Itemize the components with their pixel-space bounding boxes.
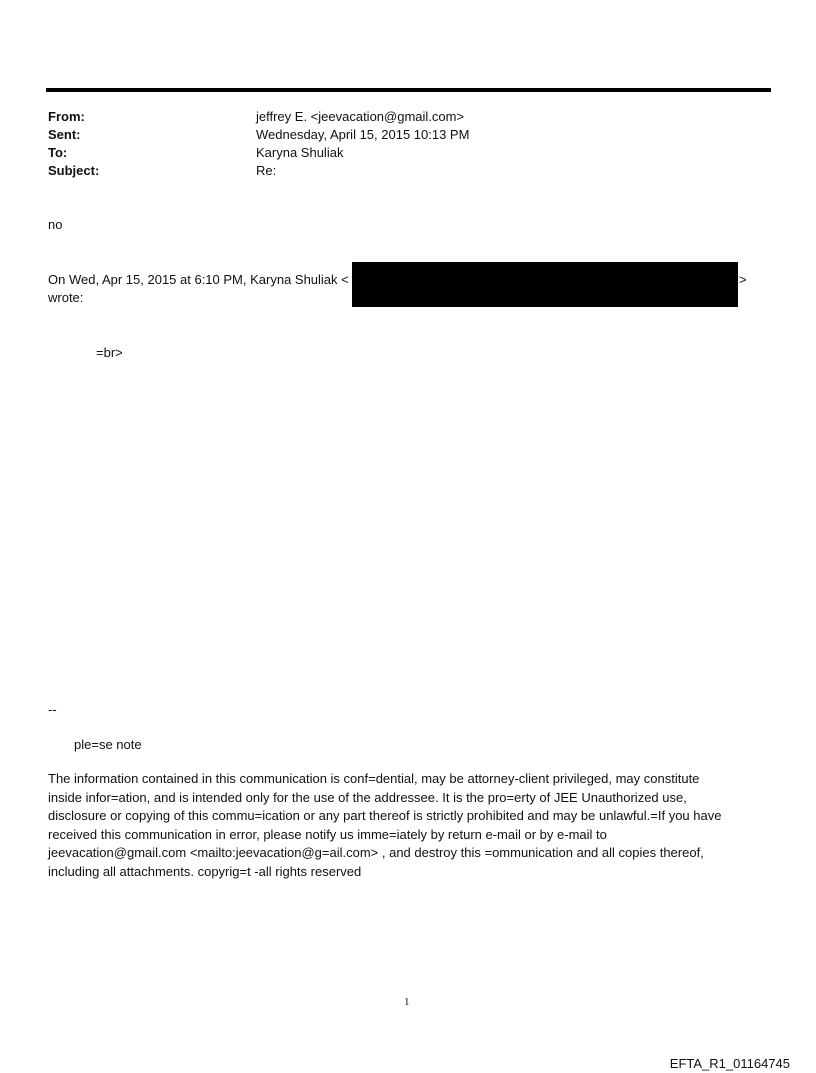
reply-text: no bbox=[48, 217, 63, 232]
signature-separator: -- bbox=[48, 702, 57, 717]
from-value: jeffrey E. <jeevacation@gmail.com> bbox=[256, 109, 465, 124]
quote-header-wrote: wrote: bbox=[48, 290, 84, 305]
sent-value: Wednesday, April 15, 2015 10:13 PM bbox=[256, 127, 470, 142]
quote-header-start: On Wed, Apr 15, 2015 at 6:10 PM, Karyna Shuliak < bbox=[48, 272, 349, 287]
subject-label: Subject: bbox=[48, 163, 100, 178]
quoted-content: =br> bbox=[96, 345, 123, 360]
disclaimer-line: inside infor=ation, and is intended only for the use of the addressee. It is the pro=erty of JEE Unauthorized use, bbox=[48, 789, 687, 805]
disclaimer-line: including all attachments. copyrig=t -all rights reserved bbox=[48, 863, 362, 879]
header-rule bbox=[46, 88, 771, 92]
subject-value: Re: bbox=[256, 163, 277, 178]
disclaimer-line: disclosure or copying of this commu=ication or any part thereof is strictly prohibited and may be unlawful.=If you have bbox=[48, 808, 722, 823]
sent-label: Sent: bbox=[48, 127, 81, 142]
bates-number: EFTA_R1_01164745 bbox=[669, 1056, 790, 1071]
disclaimer-line: The information contained in this communication is conf=dential, may be attorney-client privileged, may constitute bbox=[48, 771, 700, 786]
disclaimer-line: jeevacation@gmail.com <mailto:jeevacation@g=ail.com> , and destroy this =ommunication and all copies thereof, bbox=[48, 845, 704, 860]
from-label: From: bbox=[48, 109, 85, 124]
page-number: 1 bbox=[404, 996, 410, 1008]
redaction-block bbox=[352, 262, 738, 307]
please-note: ple=se note bbox=[74, 737, 142, 752]
quote-header-end: > bbox=[739, 272, 747, 287]
to-value: Karyna Shuliak bbox=[256, 145, 344, 160]
disclaimer-line: received this communication in error, please notify us imme=iately by return e-mail or by e-mail to bbox=[48, 826, 607, 842]
to-label: To: bbox=[48, 145, 68, 160]
confidentiality-disclaimer bbox=[48, 770, 768, 881]
